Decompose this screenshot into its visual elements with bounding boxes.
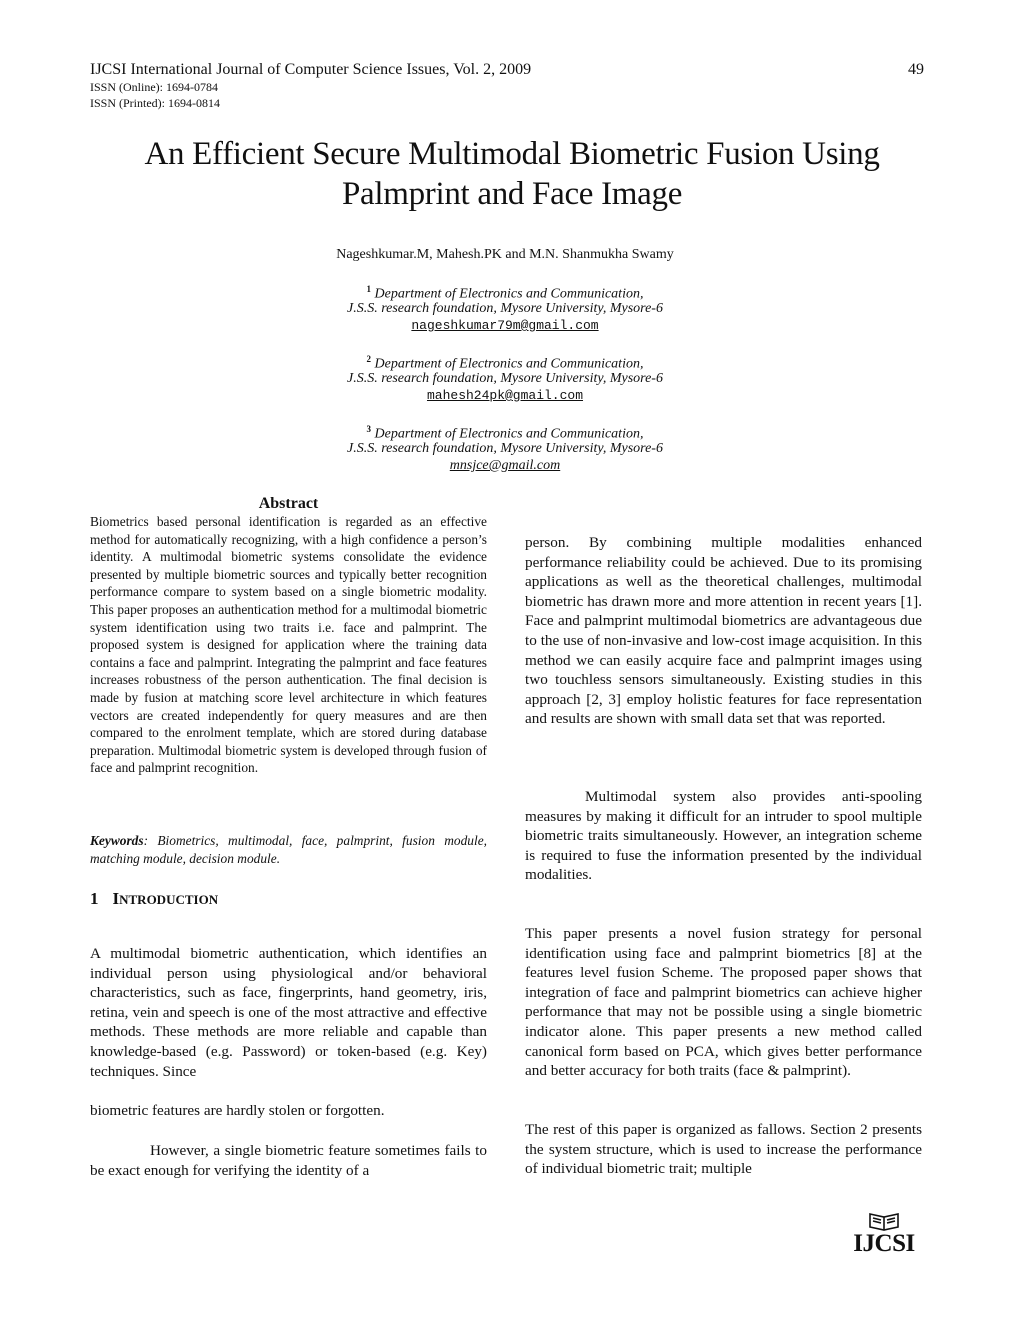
affiliation-1-marker: 1 (366, 284, 372, 294)
journal-title: IJCSI International Journal of Computer Science Issues, Vol. 2, 2009 (90, 61, 532, 78)
page-number: 49 (908, 61, 924, 78)
right-paragraph-1: person. By combining multiple modalities enhanced performance reliability could be achieved. Due to its promising applications as well as the theoretical challenges, multimodal biometric has drawn more and more attention in recent years [1]. Face and palmprint multimodal biometrics are advantageous due to the use of non-invasive and low-cost image acquisition. In this method we can easily acquire face and palmprint images using two touchless sensors simultaneously. Existing studies in this approach [2, 3] employ holistic features for face representation and results are shown with small data set that was reported. (525, 534, 922, 728)
affiliation-3-marker: 3 (366, 424, 372, 434)
affiliation-2-marker: 2 (366, 354, 372, 364)
affiliation-2-email[interactable]: mahesh24pk@gmail.com (426, 388, 584, 403)
section-number: 1 (90, 889, 99, 908)
keywords-label: Keywords (90, 833, 144, 848)
right-paragraph-2: Multimodal system also provides anti-spooling measures by making it difficult for an intruder to spool multiple biometric traits simultaneously. However, an integration scheme is required to fuse the information presented by the individual modalities. (525, 788, 922, 884)
issn-online: ISSN (Online): 1694-0784 (90, 80, 218, 94)
section-title-rest: NTRODUCTION (119, 892, 219, 907)
paper-title-line2: Palmprint and Face Image (341, 176, 683, 212)
keywords-text: : Biometrics, multimodal, face, palmprint, fusion module, matching module, decision module. (90, 833, 487, 866)
intro-paragraph-1: A multimodal biometric authentication, which identifies an individual person using physiological and/or behavioral characteristics, such as face, fingerprints, hand geometry, iris, retina, vein and speech is one of the most attractive and effective methods. These methods are more reliable and capable than knowledge-based (e.g. Password) or token-based (e.g. Key) techniques. Since (90, 945, 487, 1080)
paper-title (60, 134, 964, 214)
ijcsi-logo (846, 1210, 922, 1258)
affiliation-2-dept-text: Department of Electronics and Communication, (374, 356, 644, 372)
affiliation-1-email[interactable]: nageshkumar79m@gmail.com (411, 318, 599, 333)
affiliation-1-dept-text: Department of Electronics and Communication, (374, 286, 644, 302)
abstract-text: Biometrics based personal identification is regarded as an effective method for automatically recognizing, with a high confidence a person’s identity. A multimodal biometric systems consolidate the evidence presented by multiple biometric sources and typically better recognition performance compare to system based on a single biometric modality. This paper proposes an authentication method for a multimodal biometric system identification using two traits i.e. face and palmprint. The proposed system is designed for application where the training data contains a face and palmprint. Integrating the palmprint and face features increases robustness of the person authentication. The final decision is made by fusion at matching score level architecture in which features vectors are created independently for query measures and are then compared to the enrolment template, which are stored during database preparation. Multimodal biometric system is developed through fusion of face and palmprint recognition. (90, 514, 487, 776)
open-book-icon (846, 1210, 922, 1232)
affiliation-3-org: J.S.S. research foundation, Mysore University, Mysore-6 (347, 441, 663, 456)
affiliation-2-org: J.S.S. research foundation, Mysore University, Mysore-6 (347, 371, 663, 386)
affiliation-1-org: J.S.S. research foundation, Mysore University, Mysore-6 (347, 301, 663, 316)
logo-text: IJCSI (853, 1230, 915, 1257)
paper-title-line1: An Efficient Secure Multimodal Biometric Fusion Using (144, 136, 880, 172)
section-title-initial: I (112, 889, 120, 908)
affiliation-3-dept-text: Department of Electronics and Communication, (374, 426, 644, 442)
right-paragraph-4: The rest of this paper is organized as fallows. Section 2 presents the system structure, which is used to increase the performance of individual biometric trait; multiple (525, 1121, 922, 1178)
journal-header (90, 60, 924, 80)
intro-paragraph-2: biometric features are hardly stolen or forgotten. (90, 1102, 385, 1119)
intro-paragraph-3: However, a single biometric feature sometimes fails to be exact enough for verifying the identity of a (90, 1142, 487, 1179)
affiliation-3-email[interactable]: mnsjce@gmail.com (449, 458, 561, 473)
issn-printed: ISSN (Printed): 1694-0814 (90, 96, 220, 110)
section-heading-introduction (90, 888, 487, 911)
right-paragraph-3: This paper presents a novel fusion strategy for personal identification using face and palmprint biometrics [8] at the features level fusion Scheme. The proposed paper shows that integration of face and palmprint biometrics can achieve higher performance that may not be possible using a single biometric indicator alone. This paper presents a new method called canonical form based on PCA, which gives better performance and better accuracy for both traits (face & palmprint). (525, 925, 922, 1080)
author-list: Nageshkumar.M, Mahesh.PK and M.N. Shanmukha Swamy (336, 247, 674, 262)
abstract-heading: Abstract (258, 495, 319, 512)
keywords (90, 832, 487, 867)
